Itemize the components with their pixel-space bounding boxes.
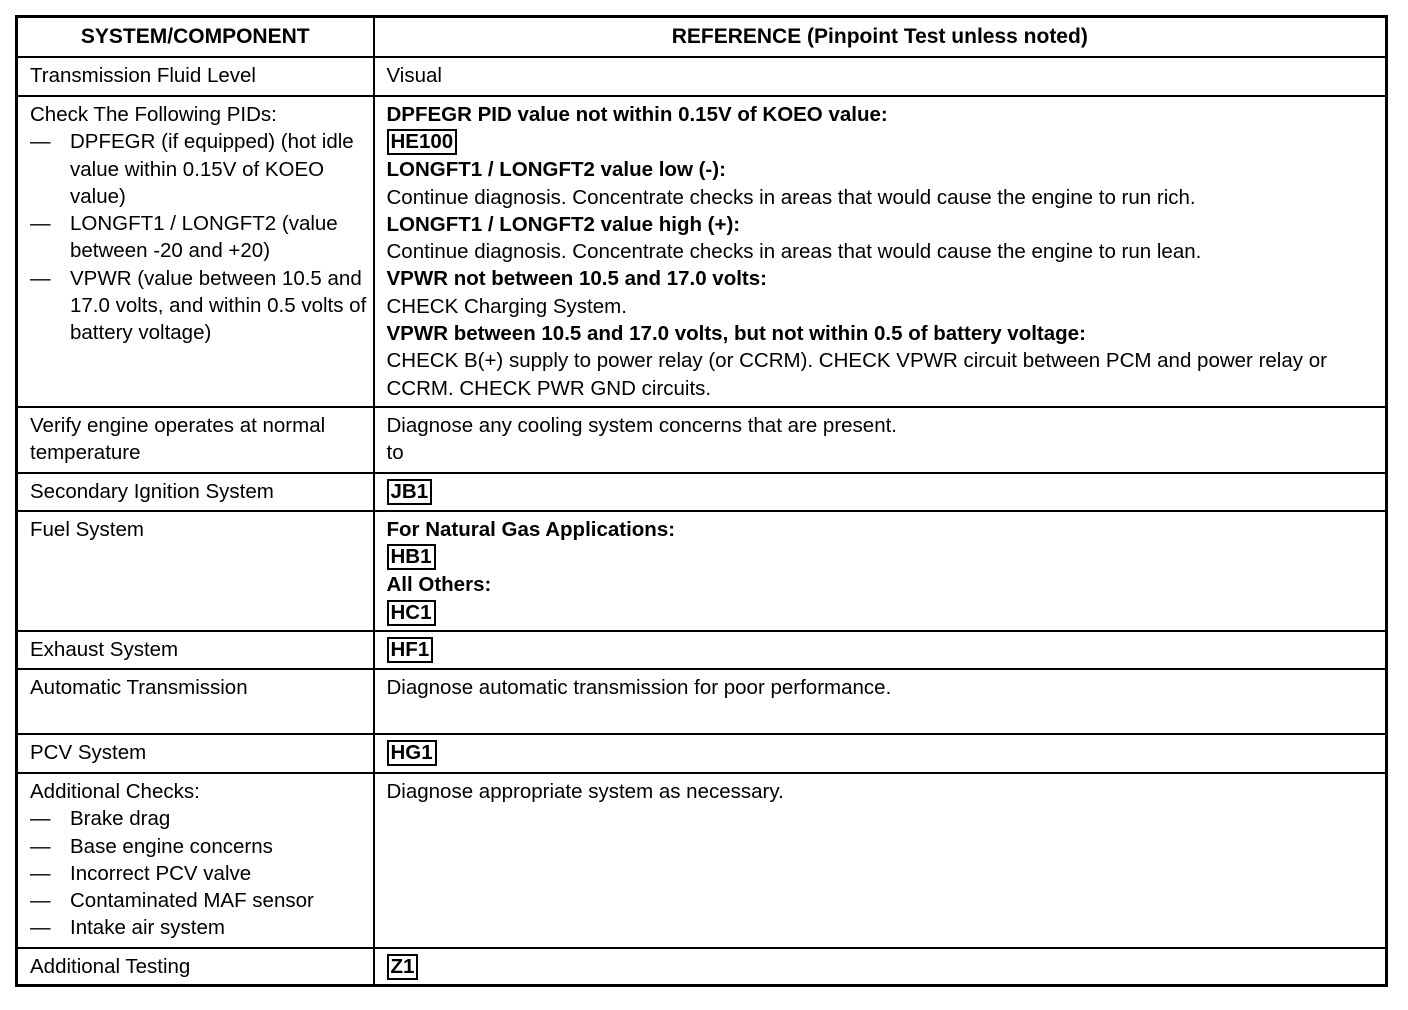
- ref-heading: DPFEGR PID value not within 0.15V of KOEO value:: [386, 103, 888, 126]
- reference-cell: Visual: [374, 57, 1387, 96]
- test-reference-box[interactable]: HE100: [387, 129, 458, 155]
- header-system-component: SYSTEM/COMPONENT: [17, 17, 374, 58]
- table-row: [17, 631, 1387, 669]
- table-row: [17, 407, 1387, 473]
- component-cell: [17, 773, 374, 948]
- component-cell: Verify engine operates at normal temperature: [17, 407, 374, 473]
- ref-text: CHECK Charging System.: [386, 294, 627, 318]
- table-row: [17, 96, 1387, 407]
- ref-heading: LONGFT1 / LONGFT2 value low (-):: [386, 158, 726, 182]
- component-cell: Fuel System: [17, 511, 374, 631]
- test-reference-box[interactable]: HC1: [387, 600, 436, 626]
- table-row: [17, 948, 1387, 985]
- reference-cell: Diagnose automatic transmission for poor performance.: [374, 669, 1387, 734]
- ref-heading: All Others:: [386, 573, 492, 597]
- ref-text: Continue diagnosis. Concentrate checks in areas that would cause the engine to run rich.: [386, 185, 1196, 209]
- ref-heading: LONGFT1 / LONGFT2 value high (+):: [386, 212, 741, 236]
- table-row: [17, 57, 1387, 96]
- component-cell: Automatic Transmission: [17, 669, 374, 734]
- table-row: [17, 511, 1387, 631]
- table-row: [17, 734, 1387, 773]
- reference-table: [15, 15, 1388, 987]
- ref-heading: VPWR between 10.5 and 17.0 volts, but not within 0.5 of battery voltage:: [386, 322, 1086, 346]
- reference-cell: [374, 473, 1387, 511]
- reference-cell: [374, 631, 1387, 669]
- list-item: — Brake drag: [30, 807, 171, 831]
- pid-list: [30, 128, 373, 346]
- table-row: [17, 773, 1387, 948]
- test-reference-box[interactable]: HB1: [387, 544, 436, 570]
- reference-cell: [374, 511, 1387, 631]
- pid-heading: Check The Following PIDs:: [30, 103, 277, 126]
- test-reference-box[interactable]: HF1: [387, 637, 434, 663]
- list-item: — Intake air system: [30, 916, 225, 940]
- reference-cell: [374, 96, 1387, 407]
- list-item: — VPWR (value between 10.5 and 17.0 volts, and within 0.5 volts of battery voltage): [30, 266, 367, 345]
- table-row: [17, 669, 1387, 734]
- list-item: — Contaminated MAF sensor: [30, 889, 314, 913]
- test-reference-box[interactable]: HG1: [387, 740, 437, 766]
- test-reference-box[interactable]: JB1: [387, 479, 433, 505]
- ref-heading: VPWR not between 10.5 and 17.0 volts:: [386, 267, 767, 291]
- component-cell: Secondary Ignition System: [17, 473, 374, 511]
- component-cell: [17, 96, 374, 407]
- component-cell: Exhaust System: [17, 631, 374, 669]
- table-row: [17, 473, 1387, 511]
- reference-cell: [374, 407, 1387, 473]
- ref-text: Continue diagnosis. Concentrate checks in areas that would cause the engine to run lean.: [386, 240, 1202, 264]
- component-cell: Additional Testing: [17, 948, 374, 985]
- list-item: — Incorrect PCV valve: [30, 861, 252, 885]
- checks-list: [30, 805, 373, 941]
- header-reference: REFERENCE (Pinpoint Test unless noted): [374, 17, 1387, 58]
- test-reference-box[interactable]: Z1: [387, 954, 419, 980]
- reference-cell: [374, 948, 1387, 985]
- ref-text: CHECK B(+) supply to power relay (or CCRM). CHECK VPWR circuit between PCM and power relay or CCRM. CHECK PWR GND circuits.: [386, 349, 1327, 400]
- table-header-row: [17, 17, 1387, 58]
- list-item: — Base engine concerns: [30, 834, 273, 858]
- ref-heading: For Natural Gas Applications:: [386, 518, 676, 541]
- reference-cell: [374, 734, 1387, 773]
- ref-text: to: [386, 441, 404, 465]
- component-cell: Transmission Fluid Level: [17, 57, 374, 96]
- list-item: — DPFEGR (if equipped) (hot idle value within 0.15V of KOEO value): [30, 130, 354, 208]
- list-item: — LONGFT1 / LONGFT2 (value between -20 and +20): [30, 212, 338, 263]
- ref-text: Diagnose any cooling system concerns that are present.: [386, 414, 897, 437]
- reference-cell: Diagnose appropriate system as necessary.: [374, 773, 1387, 948]
- component-cell: PCV System: [17, 734, 374, 773]
- checks-heading: Additional Checks:: [30, 780, 200, 803]
